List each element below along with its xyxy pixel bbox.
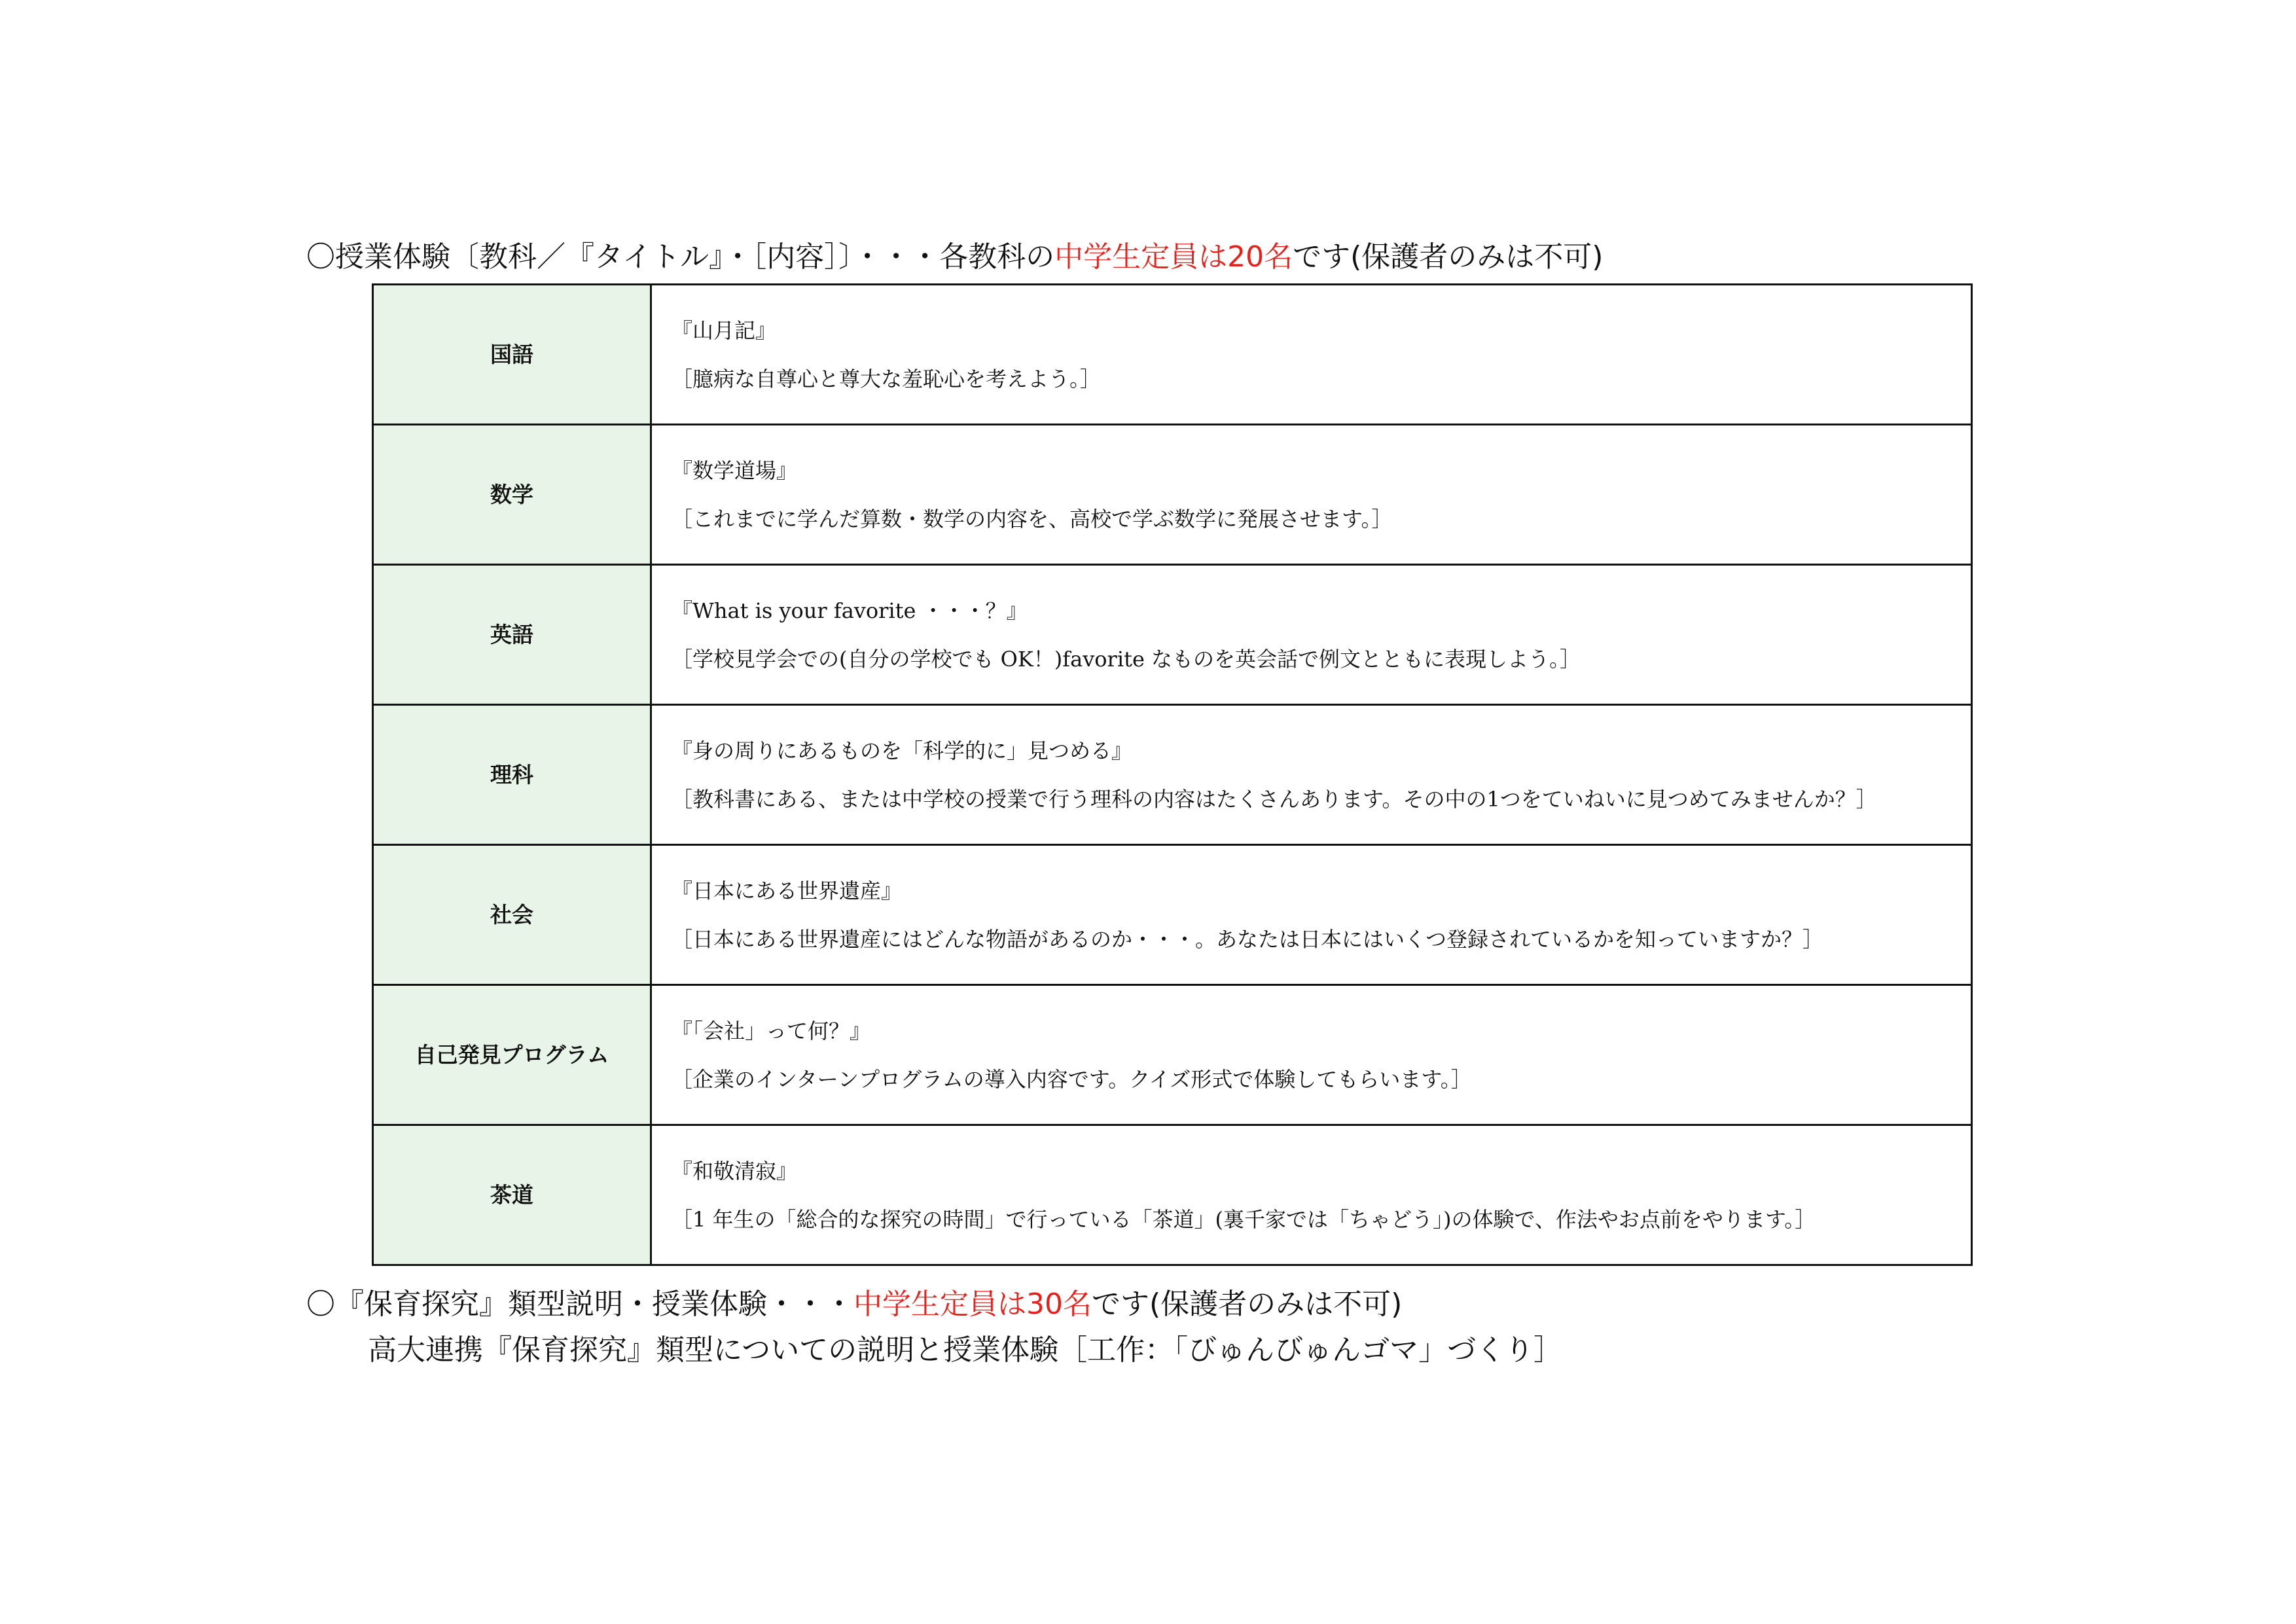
capacity-highlight: 中学生定員は20名 [1054, 240, 1293, 274]
subject-description [651, 285, 1972, 425]
subject-name: 英語 [373, 565, 651, 705]
subject-title: 『和敬清寂』 [672, 1158, 798, 1183]
subject-title: 『「会社」って何？』 [672, 1018, 871, 1043]
subject-description [651, 705, 1972, 845]
childcare-inquiry-description: 高大連携『保育探究』類型についての説明と授業体験［工作：「びゅんびゅんゴマ」づくり］ [368, 1333, 1563, 1367]
heading-suffix: です(保護者のみは不可) [1293, 240, 1604, 274]
subject-description [651, 425, 1972, 565]
heading-suffix: です(保護者のみは不可) [1092, 1288, 1403, 1321]
table-row [373, 845, 1972, 985]
subject-detail: ［企業のインターンプログラムの導入内容です。クイズ形式で体験してもらいます。］ [672, 1066, 1472, 1092]
section-heading-childcare-inquiry [306, 1286, 1402, 1323]
table-row [373, 285, 1972, 425]
subject-description [651, 845, 1972, 985]
subject-name: 数学 [373, 425, 651, 565]
subject-name: 国語 [373, 285, 651, 425]
subject-detail: ［これまでに学んだ算数・数学の内容を、高校で学ぶ数学に発展させます。］ [672, 506, 1393, 532]
subjects-table [372, 283, 1973, 1266]
table-row [373, 705, 1972, 845]
subject-title: 『身の周りにあるものを「科学的に」見つめる』 [672, 738, 1133, 763]
table-row [373, 985, 1972, 1125]
subject-name: 茶道 [373, 1125, 651, 1265]
subject-description [651, 1125, 1972, 1265]
subject-detail: ［教科書にある、または中学校の授業で行う理科の内容はたくさんあります。その中の1つをていねいに見つめてみませんか？］ [672, 786, 1877, 812]
subject-detail: ［学校見学会での(自分の学校でも OK！)favorite なものを英会話で例文とともに表現しよう。］ [672, 646, 1581, 672]
subject-detail: ［日本にある世界遺産にはどんな物語があるのか・・・。あなたは日本にはいくつ登録されているかを知っていますか？］ [672, 926, 1824, 952]
subject-description [651, 985, 1972, 1125]
heading-prefix: 〇『保育探究』類型説明・授業体験・・・ [306, 1288, 853, 1321]
subject-title: 『数学道場』 [672, 458, 798, 483]
subject-name: 社会 [373, 845, 651, 985]
subject-title: 『What is your favorite ・・・？』 [672, 598, 1028, 623]
table-row [373, 1125, 1972, 1265]
heading-prefix: 〇授業体験〔教科／『タイトル』・［内容］〕・・・各教科の [306, 240, 1055, 274]
capacity-highlight: 中学生定員は30名 [853, 1288, 1092, 1321]
subject-detail: ［臆病な自尊心と尊大な羞恥心を考えよう。］ [672, 366, 1102, 391]
subject-detail: ［1 年生の「総合的な探究の時間」で行っている「茶道」(裏千家では「ちゃどう」)の体験で、作法やお点前をやります。］ [672, 1206, 1816, 1232]
subject-name: 理科 [373, 705, 651, 845]
section-heading-class-experience [306, 239, 1603, 276]
subject-title: 『日本にある世界遺産』 [672, 878, 903, 903]
subject-description [651, 565, 1972, 705]
table-row [373, 565, 1972, 705]
subject-name: 自己発見プログラム [373, 985, 651, 1125]
table-row [373, 425, 1972, 565]
subject-title: 『山月記』 [672, 317, 777, 343]
